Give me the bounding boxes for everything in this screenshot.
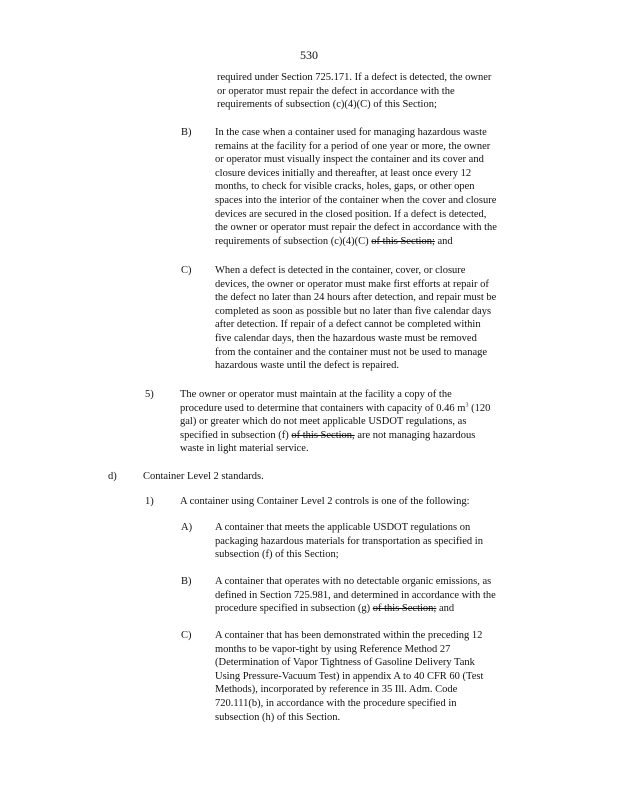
item-a2-paragraph: [215, 521, 483, 562]
item-b-last-line: [215, 235, 497, 249]
item-c2-line: Methods), incorporated by reference in 35 Ill. Adm. Code: [215, 684, 458, 696]
item-c2-line: (Determination of Vapor Tightness of Gasoline Delivery Tank: [215, 657, 475, 669]
item-b-marker: B): [181, 127, 192, 138]
item-5-line: The owner or operator must maintain at the facility a copy of the: [180, 389, 452, 400]
item-b2-struck-text: of this Section;: [372, 603, 437, 615]
item-b2-paragraph: [215, 575, 496, 616]
item-b2-marker: B): [181, 576, 192, 587]
page-number: 530: [300, 48, 318, 62]
item-b-paragraph: [215, 126, 497, 248]
item-c-line: from the container and the container must not be used to manage: [215, 346, 488, 358]
item-b-line: closure devices initially and thereafter, at least once every 12: [215, 167, 472, 179]
item-c-line: hazardous waste until the defect is repaired.: [215, 360, 399, 372]
intro-line: or operator must repair the defect in accordance with the: [217, 85, 455, 97]
item-a2-line: packaging hazardous materials for transportation as specified in: [215, 535, 483, 547]
superscript-cubed: 3: [465, 402, 469, 409]
item-d-marker: d): [108, 471, 117, 482]
item-b-last-pre: requirements of subsection (c)(4)(C): [215, 235, 372, 247]
item-c-line: the defect no later than 24 hours after detection, and repair must be: [215, 292, 497, 304]
item-5-line2-pre: procedure used to determine that containers with capacity of 0.46 m: [180, 402, 466, 414]
item-c-line: after detection. If repair of a defect cannot be completed within: [215, 319, 481, 331]
item-b2-line: defined in Section 725.981, and determined in accordance with the: [215, 589, 496, 601]
item-b2-last-line: [215, 602, 496, 616]
item-c-line: completed as soon as possible but no later than five calendar days: [215, 305, 492, 317]
item-c-marker: C): [181, 265, 192, 276]
item-a2-line: A container that meets the applicable USDOT regulations on: [215, 522, 471, 533]
item-1-marker: 1): [145, 496, 154, 507]
item-c2-line: Using Pressure-Vacuum Test) in appendix A to 40 CFR 60 (Test: [215, 670, 484, 682]
item-c-paragraph: [215, 264, 496, 373]
item-1-text: A container using Container Level 2 controls is one of the following:: [180, 496, 470, 507]
item-5-paragraph: [180, 388, 490, 456]
item-5-line: waste in light material service.: [180, 443, 309, 455]
item-b-line: or operator must visually inspect the container and its cover and: [215, 154, 484, 166]
item-a2-line: subsection (f) of this Section;: [215, 549, 339, 561]
item-c2-marker: C): [181, 630, 192, 641]
item-1-paragraph: [180, 495, 470, 509]
item-d-heading: [143, 470, 264, 484]
item-5-line2-post: (120: [468, 402, 491, 414]
item-b-line: months, to check for visible cracks, holes, gaps, or other open: [215, 181, 475, 193]
intro-paragraph: [217, 71, 491, 112]
item-5-marker: 5): [145, 389, 154, 400]
item-c2-line: subsection (h) of this Section.: [215, 711, 341, 723]
item-a2-marker: A): [181, 522, 193, 533]
item-b2-last-pre: procedure specified in subsection (g): [215, 603, 373, 615]
item-c2-line: A container that has been demonstrated within the preceding 12: [215, 630, 483, 641]
item-5-line4-pre: specified in subsection (f): [180, 429, 292, 441]
item-b-struck-text: of this Section;: [371, 235, 435, 247]
intro-line: required under Section 725.171. If a defect is detected, the owner: [217, 72, 492, 83]
item-b-line: In the case when a container used for managing hazardous waste: [215, 127, 487, 138]
item-b-line: spaces into the interior of the container when the cover and closure: [215, 194, 497, 206]
item-c2-line: 720.111(b), in accordance with the procedure specified in: [215, 697, 457, 709]
item-b-line: the owner or operator must repair the defect in accordance with the: [215, 222, 497, 234]
item-c2-line: months to be vapor-tight by using Reference Method 27: [215, 643, 451, 655]
item-5-struck-text: of this Section,: [291, 429, 355, 441]
item-c-line: devices, the owner or operator must make first efforts at repair of: [215, 278, 489, 290]
item-b-last-post: and: [434, 235, 453, 247]
item-c2-paragraph: [215, 629, 483, 724]
item-c-line: When a defect is detected in the container, cover, or closure: [215, 265, 466, 276]
item-b2-last-post: and: [436, 603, 455, 615]
item-b-line: devices are secured in the closed position. If a defect is detected,: [215, 208, 487, 220]
item-d-text: Container Level 2 standards.: [143, 471, 264, 482]
item-b2-line: A container that operates with no detectable organic emissions, as: [215, 576, 492, 587]
item-b-line: remains at the facility for a period of one year or more, the owner: [215, 140, 491, 152]
item-5-line: [180, 402, 490, 416]
item-5-line4-post: are not managing hazardous: [354, 429, 476, 441]
item-5-line: gal) or greater which do not meet applicable USDOT regulations, as: [180, 416, 467, 428]
item-5-line: [180, 429, 490, 443]
intro-line: requirements of subsection (c)(4)(C) of this Section;: [217, 99, 437, 111]
item-c-line: five calendar days, then the hazardous waste must be removed: [215, 332, 477, 344]
